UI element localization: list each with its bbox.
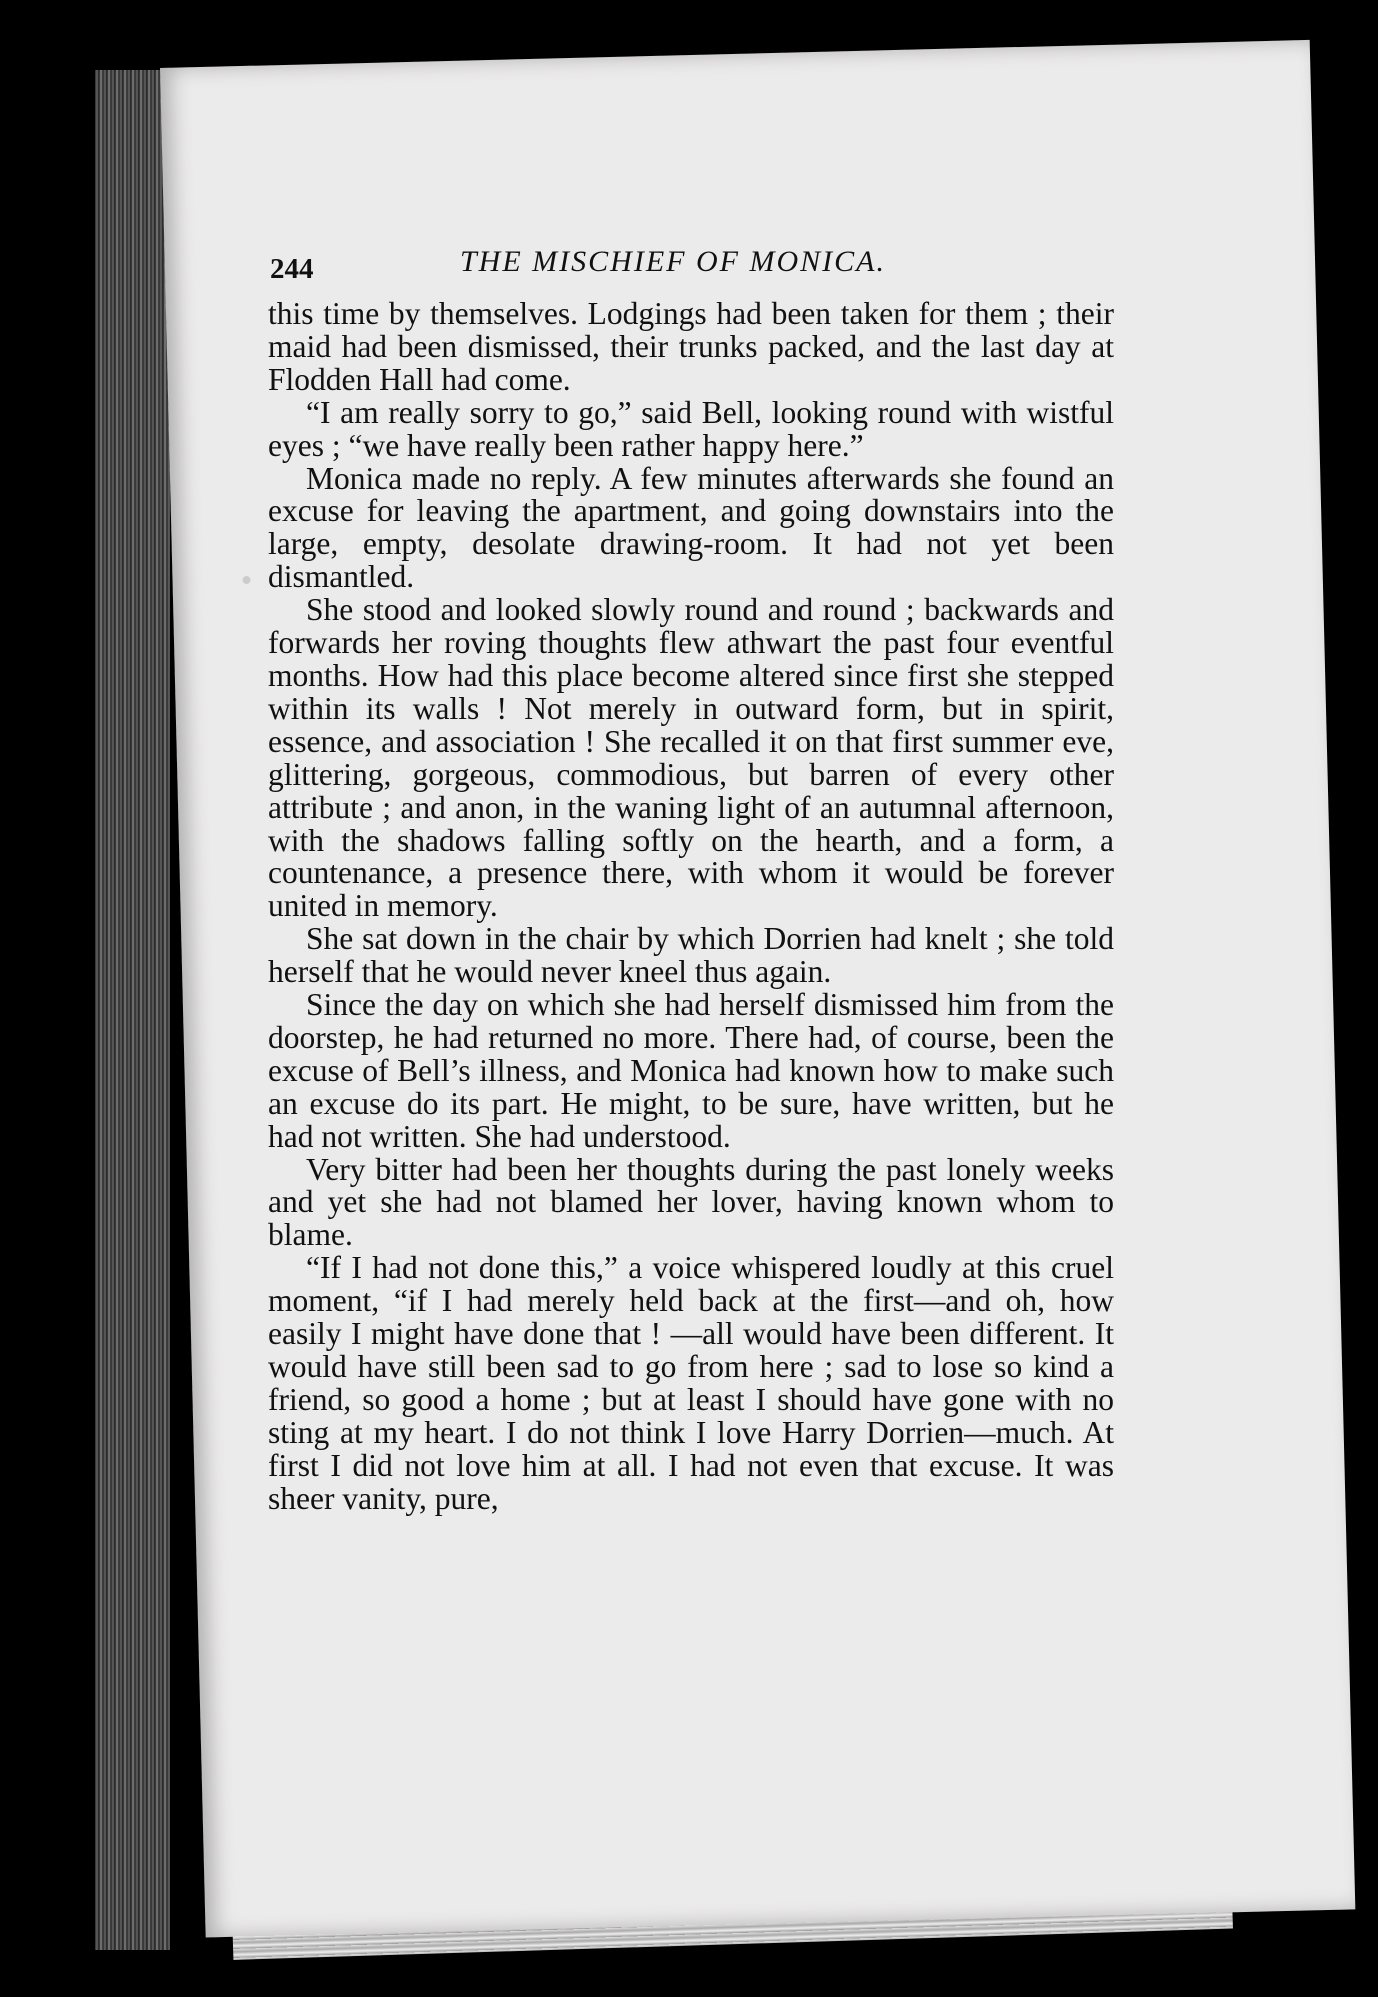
page-number: 244 (270, 253, 314, 285)
paragraph: Very bitter had been her thoughts during the past lonely weeks and yet she had not blamed her lover, having known whom to blame. (268, 1151, 1114, 1253)
paragraph: She stood and looked slowly round and round ; backwards and forwards her roving thoughts flew athwart the past four eventful months. How had this place become altered since first she stepped within its walls ! Not merely in outward form, but in spirit, essence, and association ! She recalled it on that first summer eve, glittering, gorgeous, commodious, but barren of every other attribute ; and anon, in the waning light of an autumnal afternoon, with the shadows falling softly on the hearth, and a form, a countenance, a presence there, with whom it would be forever united in memory. (268, 592, 1114, 924)
running-title: THE MISCHIEF OF MONICA. (460, 245, 886, 278)
paragraph: this time by themselves. Lodgings had been taken for them ; their maid had been dismissed, their trunks packed, and the last day at Flodden Hall had come. (268, 296, 1114, 397)
paragraph: “If I had not done this,” a voice whispered loudly at this cruel moment, “if I had merely held back at the first—and oh, how easily I might have done that ! —all would have been different. It would have still been sad to go from here ; sad to lose so kind a friend, so good a home ; but at least I should have gone with no sting at my heart. I do not think I love Harry Dorrien—much. At first I did not love him at all. I had not even that excuse. It was sheer vanity, pure, (268, 1250, 1114, 1516)
body-text (268, 298, 1114, 1516)
paragraph: Since the day on which she had herself dismissed him from the doorstep, he had returned no more. There had, of course, been the excuse of Bell’s illness, and Monica had known how to make such an excuse do its part. He might, to be sure, have written, but he had not written. She had understood. (268, 987, 1114, 1154)
paragraph: She sat down in the chair by which Dorrien had knelt ; she told herself that he would never kneel thus again. (268, 921, 1114, 990)
book-spine (95, 70, 170, 1950)
paragraph: Monica made no reply. A few minutes afterwards she found an excuse for leaving the apartment, and going downstairs into the large, empty, desolate drawing-room. It had not yet been dismantled. (268, 460, 1114, 595)
paragraph: “I am really sorry to go,” said Bell, looking round with wistful eyes ; “we have really been rather happy here.” (268, 394, 1114, 463)
page-header (270, 245, 1090, 295)
